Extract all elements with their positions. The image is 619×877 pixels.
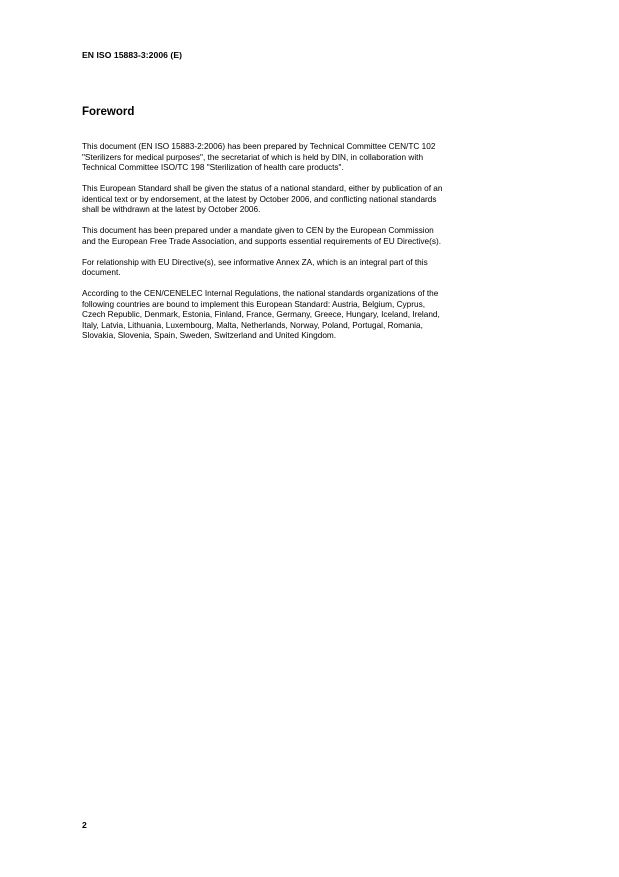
text-line: shall be withdrawn at the latest by October 2006. [82,205,261,214]
text-line: identical text or by endorsement, at the latest by October 2006, and conflicting national standards [82,194,437,204]
foreword-paragraph-5 [82,289,552,342]
text-line: For relationship with EU Directive(s), see informative Annex ZA, which is an integral part of this [82,257,428,267]
foreword-paragraph-4 [82,258,552,279]
text-line: This European Standard shall be given the status of a national standard, either by publication of an [82,184,443,193]
text-line: following countries are bound to implement this European Standard: Austria, Belgium, Cyprus, [82,299,426,309]
text-line: Czech Republic, Denmark, Estonia, Finland, France, Germany, Greece, Hungary, Iceland, Ireland, [82,310,440,319]
foreword-paragraph-3 [82,226,552,247]
text-line: "Sterilizers for medical purposes", the secretariat of which is held by DIN, in collaboration with [82,152,424,162]
page-number: 2 [82,820,87,830]
foreword-paragraph-1 [82,142,552,174]
section-title-foreword: Foreword [82,106,135,118]
text-line: Slovakia, Slovenia, Spain, Sweden, Switzerland and United Kingdom. [82,331,337,340]
text-line: document. [82,268,121,277]
text-line: This document (EN ISO 15883-2:2006) has been prepared by Technical Committee CEN/TC 102 [82,142,436,151]
text-line: Technical Committee ISO/TC 198 "Sterilization of health care products". [82,163,344,172]
text-line: and the European Free Trade Association, and supports essential requirements of EU Directive(s). [82,236,442,246]
foreword-paragraph-2 [82,184,552,216]
foreword-body [82,142,552,352]
text-line: According to the CEN/CENELEC Internal Regulations, the national standards organizations of the [82,289,439,298]
text-line: This document has been prepared under a mandate given to CEN by the European Commission [82,226,434,235]
page-header-document-id: EN ISO 15883-3:2006 (E) [82,50,183,60]
text-line: Italy, Latvia, Lithuania, Luxembourg, Malta, Netherlands, Norway, Poland, Portugal, Romania, [82,320,423,330]
